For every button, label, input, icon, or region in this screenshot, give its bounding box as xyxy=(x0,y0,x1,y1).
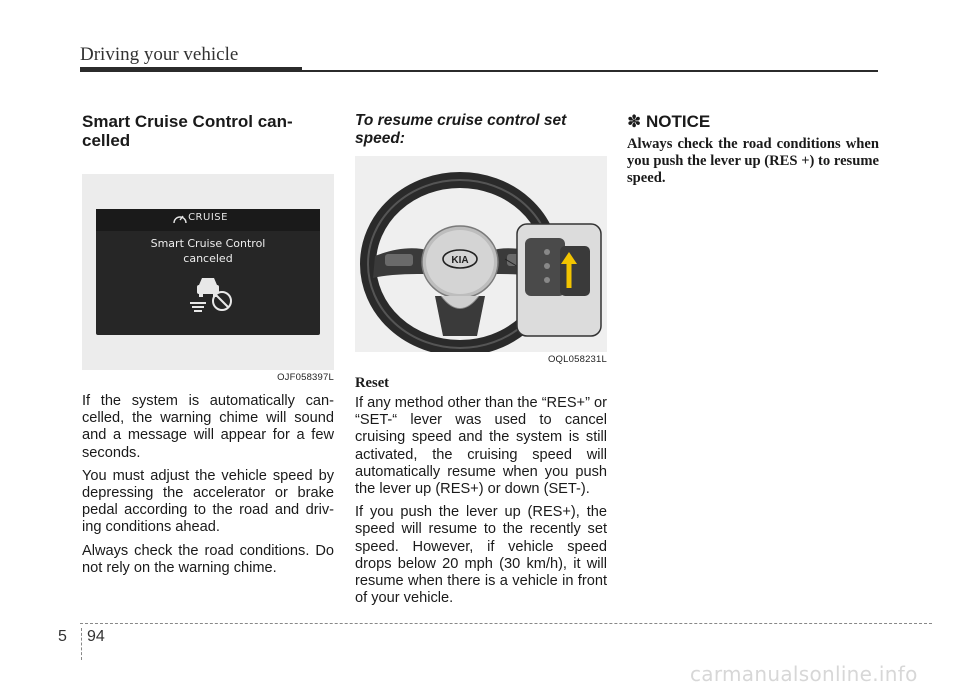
cluster-display xyxy=(96,209,320,335)
column-2 xyxy=(355,112,607,613)
cluster-graphics xyxy=(96,209,320,335)
section-number: 5 xyxy=(58,628,67,645)
cruise-label: CRUISE xyxy=(188,212,228,223)
footer-divider xyxy=(81,628,82,660)
column-1 xyxy=(82,112,334,583)
paragraph: If any method other than the “RES+” or “SET-“ lever was used to cancel cruising speed and the system is still activated, the cruising speed will automatically resume when you push the lever up (RES+) or down (SET-). xyxy=(355,395,607,498)
running-header: Driving your vehicle xyxy=(80,44,239,65)
steering-wheel-illustration xyxy=(355,156,607,352)
notice-text: Always check the road conditions when you push the lever up (RES +) to resume speed. xyxy=(627,136,879,186)
car-radar-off-icon xyxy=(190,278,231,311)
watermark: carmanualsonline.info xyxy=(690,662,918,686)
paragraph: If you push the lever up (RES+), the speed will resume to the recently set speed. However, if vehicle speed drops below 20 mph (30 km/h), it will resume when there is a vehicle in front of your vehicle. xyxy=(355,504,607,607)
brand-logo: KIA xyxy=(451,255,469,266)
header-rule-thin xyxy=(302,70,878,72)
footer-rule xyxy=(80,623,932,624)
paragraph: You must adjust the vehicle speed by depressing the accelerator or brake pedal according to the road and driv-ing conditions ahead. xyxy=(82,467,334,536)
column-3 xyxy=(627,112,879,186)
notice-star-icon: ✽ xyxy=(627,112,642,131)
section-heading: To resume cruise control set speed: xyxy=(355,112,567,147)
section-heading: Smart Cruise Control can- celled xyxy=(82,112,293,150)
notice-heading xyxy=(627,112,879,131)
figure-code: OJF058397L xyxy=(277,372,334,383)
cancel-message-line1: Smart Cruise Control xyxy=(150,237,266,250)
paragraph: Always check the road conditions. Do not rely on the warning chime. xyxy=(82,542,334,576)
header-rule-thick xyxy=(80,67,302,72)
notice-title: NOTICE xyxy=(645,112,711,131)
figure-code: OQL058231L xyxy=(547,354,607,365)
page-number: 94 xyxy=(87,628,105,645)
paragraph: If the system is automatically can-celled, the warning chime will sound and a message will appear for a few seconds. xyxy=(82,393,334,461)
steering-wheel-figure xyxy=(355,156,607,352)
subheading-reset: Reset xyxy=(355,375,390,391)
cluster-figure xyxy=(82,174,334,370)
cancel-message-line2: canceled xyxy=(183,252,233,265)
